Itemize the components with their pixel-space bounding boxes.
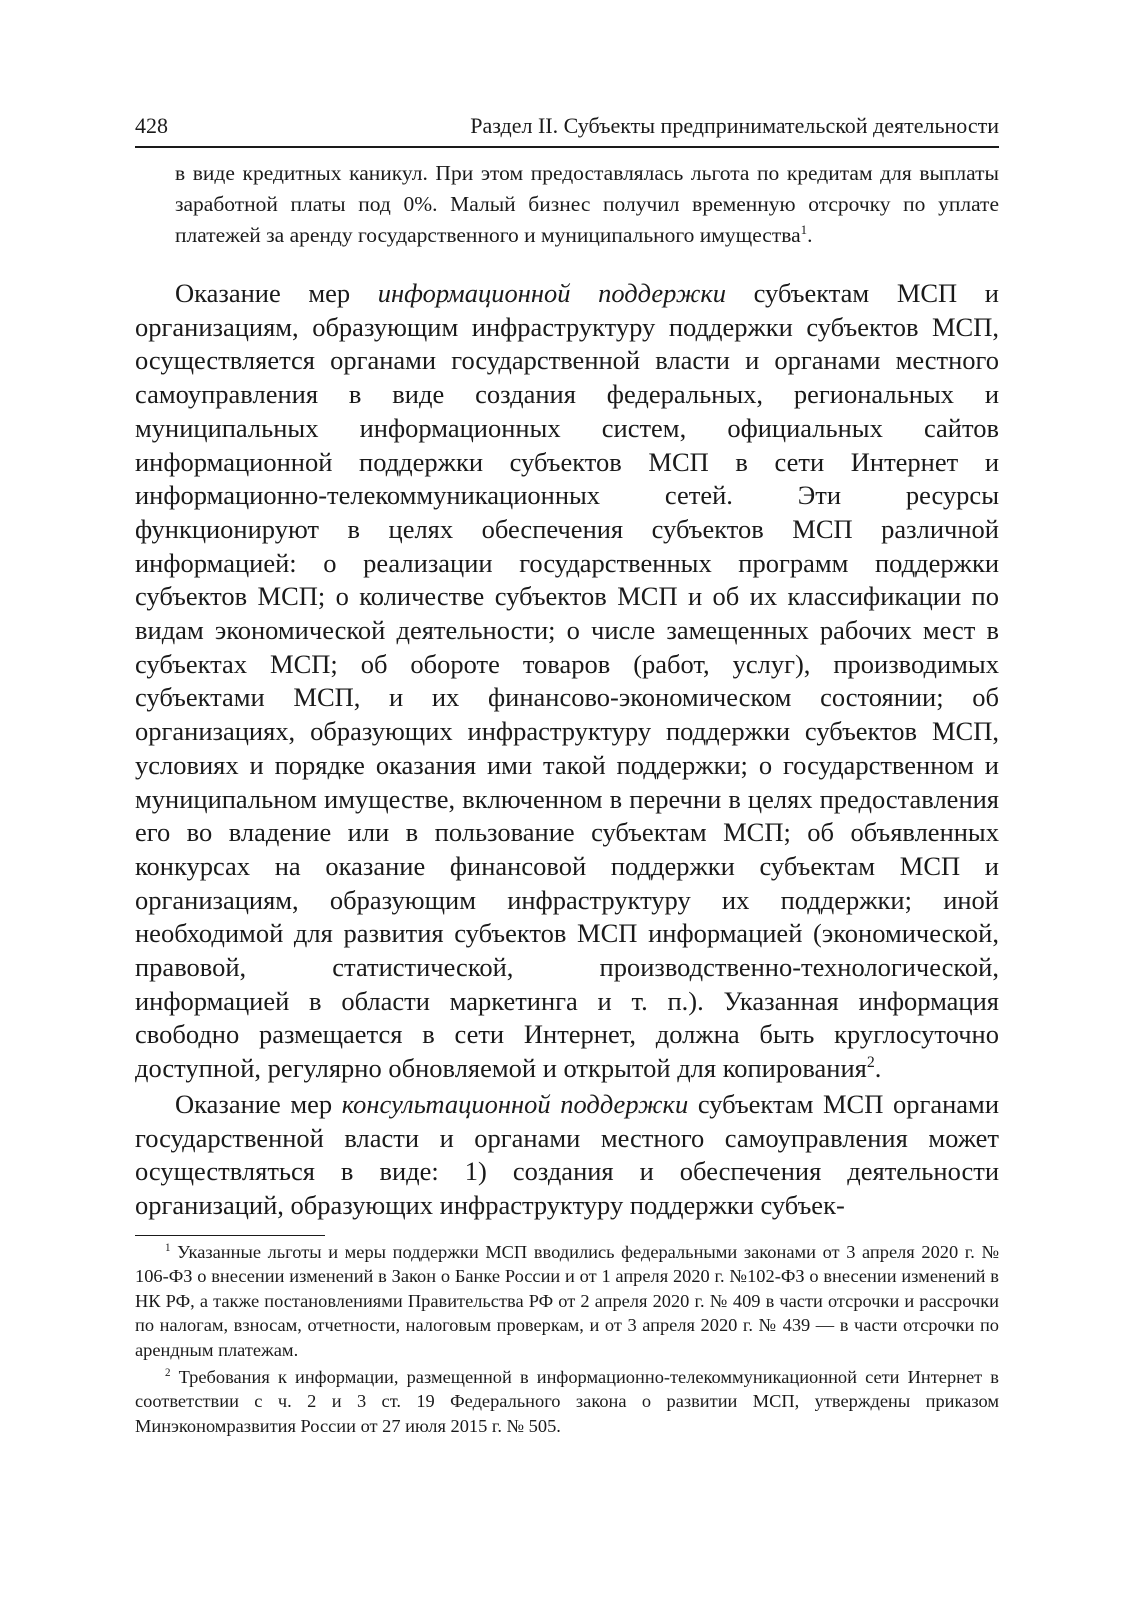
footnote-text: Указанные льготы и меры поддержки МСП вводились федеральными законами от 3 апреля 2020 г. № 106-ФЗ о внесении изменений в Закон о Банке России и от 1 апреля 2020 г. №102-ФЗ о внесении изменений в НК РФ, а также постановлениями Правительства РФ от 2 апреля 2020 г. № 409 в части отсрочки и рассрочки по налогам, взносам, отчетности, налоговым проверкам, и от 3 апреля 2020 г. № 439 — в части отсрочки по арендным платежам. [135, 1241, 999, 1361]
page-number: 428 [135, 113, 168, 138]
paragraph-emphasis: информационной поддержки [377, 278, 727, 308]
footnote-marker: 1 [165, 1241, 171, 1254]
intro-tail: . [807, 223, 813, 247]
footnote-divider [135, 1235, 325, 1236]
paragraph-lead: Оказание мер [175, 278, 378, 308]
footnote-text: Требования к информации, размещенной в информационно-телекоммуникационной сети Интернет в соответствии с ч. 2 и 3 ст. 19 Федерального закона о развитии МСП, утверждены приказом Минэкономразвития России от 27 июля 2015 г. № 505. [135, 1366, 999, 1436]
footnote-1 [135, 1240, 999, 1363]
footnote-ref-2: 2 [866, 1054, 875, 1072]
footnote-marker: 2 [165, 1366, 171, 1379]
intro-text: в виде кредитных каникул. При этом предоставлялась льгота по кредитам для выплаты заработной платы под 0%. Малый бизнес получил временную отсрочку по уплате платежей за аренду государственного и муниципального имущества [175, 161, 999, 247]
paragraph-body: субъектам МСП органами государственной власти и органами местного самоуправления может осуществляться в виде: 1) создания и обеспечения деятельности организаций, образующих инфраструктуру поддержки субъек- [135, 1088, 1000, 1220]
paragraph-tail: . [874, 1053, 882, 1084]
footnotes [135, 1240, 999, 1439]
book-page [135, 112, 999, 1438]
paragraph-body: субъектам МСП и организациям, образующим инфраструктуру поддержки субъектов МСП, осуществляется органами государственной власти и органами местного самоуправления в виде создания федеральных, региональных и муниципальных информационных систем, официальных сайтов информационной поддержки субъектов МСП в сети Интернет и информационно-телекоммуникационных сетей. Эти ресурсы функционируют в целях обеспечения субъектов МСП различной информацией: о реализации государственных программ поддержки субъектов МСП; о количестве субъектов МСП и об их классификации по видам экономической деятельности; о числе замещенных рабочих мест в субъектах МСП; об обороте товаров (работ, услуг), производимых субъектами МСП, и их финансово-экономическом состоянии; об организациях, образующих инфраструктуру поддержки субъектов МСП, условиях и порядке оказания ими такой поддержки; о государственном и муниципальном имуществе, включенном в перечни в целях предоставления его во владение или в пользование субъектам МСП; об объявленных конкурсах на оказание финансовой поддержки субъектам МСП и организациям, образующим инфраструктуру их поддержки; иной необходимой для развития субъектов МСП информацией (экономической, правовой, статистической, производственно-технологической, информацией в области маркетинга и т. п.). Указанная информация свободно размещается в сети Интернет, должна быть круглосуточно доступной, регулярно обновляемой и открытой для копирования [135, 278, 999, 1084]
paragraph-emphasis: консультационной поддержки [341, 1088, 689, 1119]
main-text [135, 277, 999, 1223]
running-title: Раздел II. Субъекты предпринимательской деятельности [470, 113, 999, 138]
paragraph-information-support [135, 277, 999, 1086]
running-header [135, 112, 999, 148]
paragraph-consulting-support [135, 1088, 999, 1223]
paragraph-lead: Оказание мер [175, 1088, 342, 1119]
intro-block [175, 158, 999, 251]
footnote-ref-1: 1 [800, 222, 808, 237]
footnote-2 [135, 1365, 999, 1439]
